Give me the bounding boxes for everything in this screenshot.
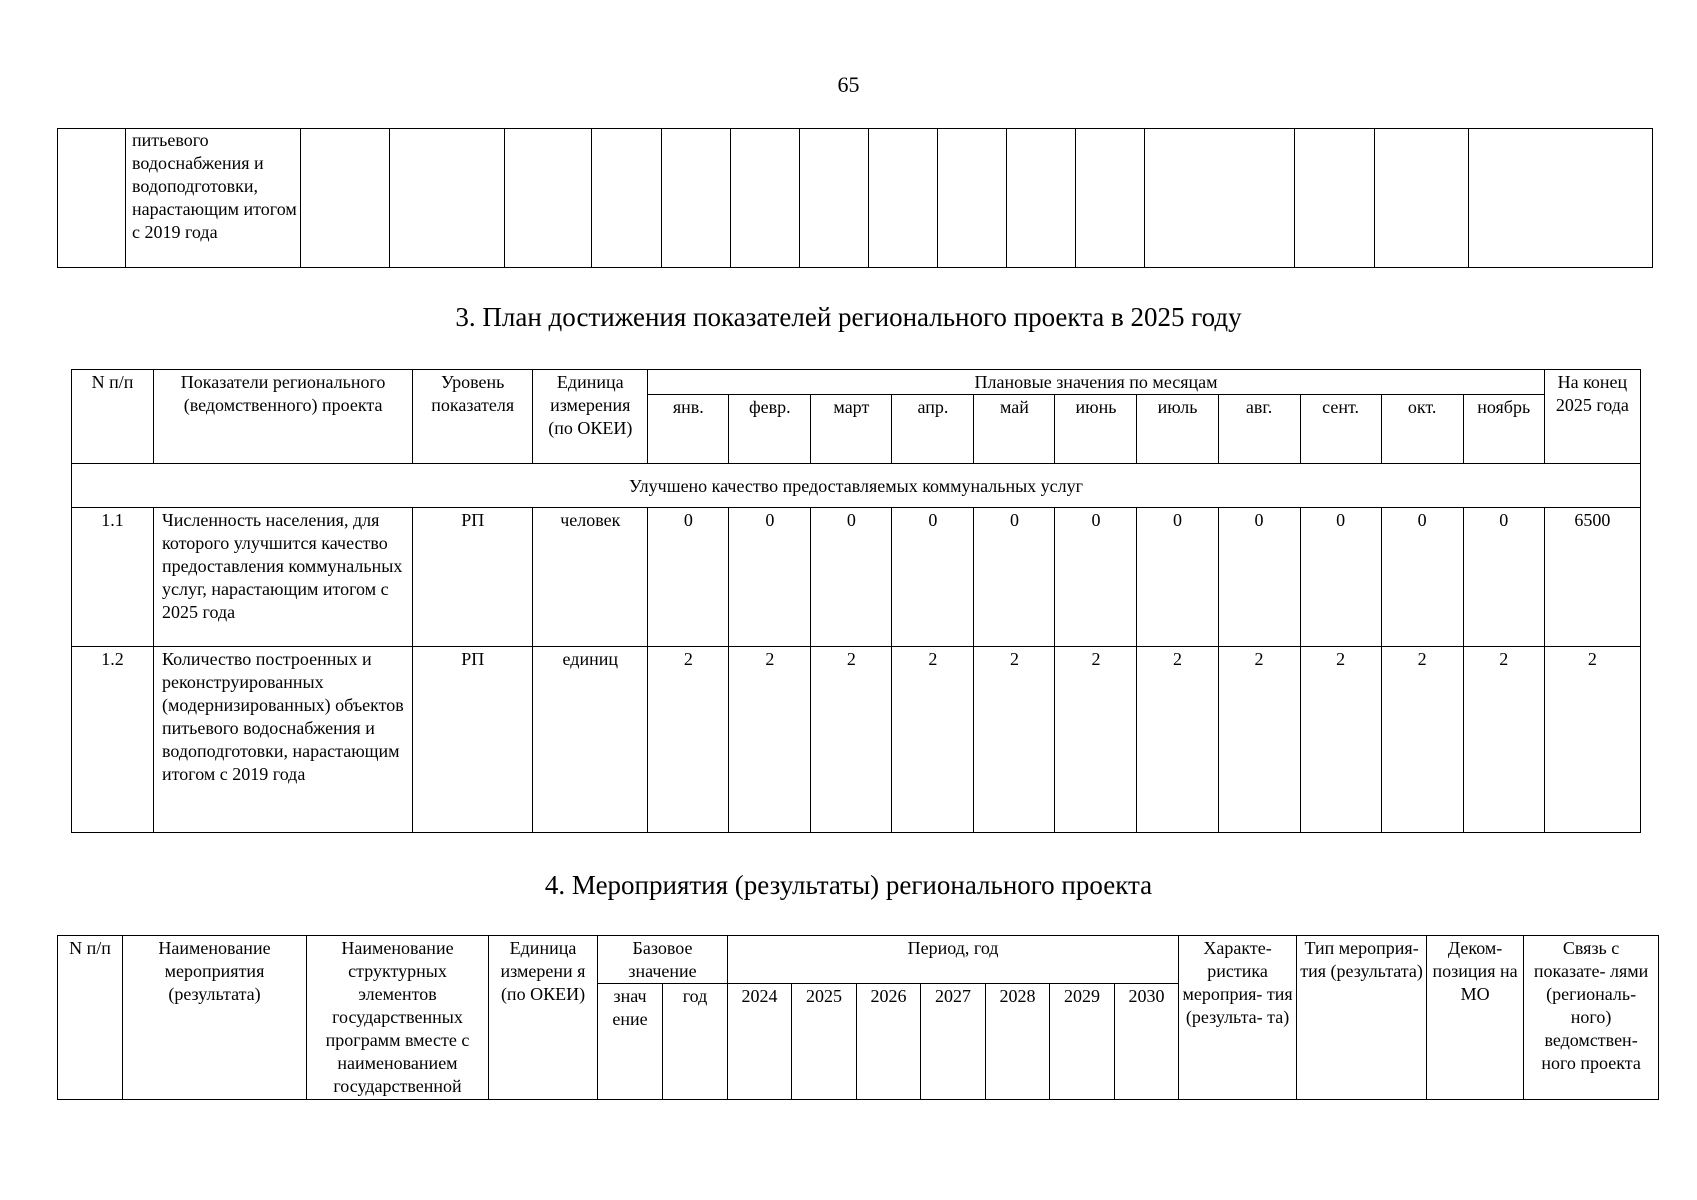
month-value: 2	[648, 647, 729, 833]
table-cell	[938, 129, 1007, 268]
month-value: 0	[729, 508, 811, 647]
header-unit: Единица измерения (по ОКЕИ)	[533, 370, 648, 464]
month-value: 2	[729, 647, 811, 833]
year-header: 2025	[792, 984, 857, 1100]
month-value: 0	[1055, 508, 1137, 647]
table-cell	[301, 129, 390, 268]
table-cell	[662, 129, 731, 268]
table-cell	[592, 129, 662, 268]
row-unit: единиц	[533, 647, 648, 833]
row-num: 1.2	[72, 647, 154, 833]
table-cell	[1007, 129, 1076, 268]
header-link: Связь с показате- лями (региональ- ного) ведомствен- ного проекта	[1524, 936, 1659, 1100]
header-base: Базовое значение	[598, 936, 728, 984]
month-header: янв.	[648, 395, 729, 464]
header-planned: Плановые значения по месяцам	[648, 370, 1544, 395]
table-cell	[1145, 129, 1295, 268]
continuation-table	[57, 128, 1653, 268]
month-header: авг.	[1218, 395, 1300, 464]
month-header: март	[811, 395, 892, 464]
month-value: 2	[974, 647, 1055, 833]
page-number: 65	[837, 72, 860, 97]
header-end: На конец 2025 года	[1544, 370, 1640, 464]
header-characteristic: Характе- ристика мероприя- тия (результа- та)	[1179, 936, 1297, 1100]
month-value: 0	[1300, 508, 1381, 647]
group-title: Улучшено качество предоставляемых коммунальных услуг	[72, 464, 1641, 508]
measures-table	[57, 935, 1659, 1100]
month-header: ноябрь	[1463, 395, 1544, 464]
table-cell	[869, 129, 938, 268]
table-header-row	[58, 936, 1659, 984]
table-row	[58, 129, 1653, 268]
month-value: 2	[1137, 647, 1218, 833]
header-base-value: знач ение	[598, 984, 663, 1100]
month-value: 2	[1055, 647, 1137, 833]
table-cell	[1469, 129, 1653, 268]
group-row	[72, 464, 1641, 508]
month-value: 2	[1381, 647, 1463, 833]
month-value: 0	[1381, 508, 1463, 647]
header-period: Период, год	[728, 936, 1179, 984]
header-level: Уровень показателя	[413, 370, 533, 464]
table-cell	[731, 129, 800, 268]
month-value: 0	[1463, 508, 1544, 647]
table-row	[72, 508, 1641, 647]
month-value: 2	[892, 647, 974, 833]
month-header: апр.	[892, 395, 974, 464]
year-header: 2030	[1115, 984, 1179, 1100]
month-value: 2	[811, 647, 892, 833]
year-header: 2026	[857, 984, 921, 1100]
header-num: N п/п	[58, 936, 123, 1100]
header-structural: Наименование структурных элементов государственных программ вместе с наименованием государственной	[307, 936, 489, 1100]
header-unit: Единица измерени я (по ОКЕИ)	[489, 936, 598, 1100]
month-header: сент.	[1300, 395, 1381, 464]
table-row	[72, 647, 1641, 833]
row-name: Численность населения, для которого улучшится качество предоставления коммунальных услуг, нарастающим итогом с 2025 года	[154, 508, 413, 647]
end-value: 2	[1544, 647, 1640, 833]
month-value: 0	[648, 508, 729, 647]
row-level: РП	[413, 508, 533, 647]
row-name: Количество построенных и реконструированных (модернизированных) объектов питьевого водоснабжения и водоподготовки, нарастающим итогом с 2019 года	[154, 647, 413, 833]
year-header: 2028	[986, 984, 1050, 1100]
table-cell	[1375, 129, 1469, 268]
month-header: май	[974, 395, 1055, 464]
table-cell	[1076, 129, 1145, 268]
header-decomposition: Деком- позиция на МО	[1427, 936, 1524, 1100]
plan-table	[71, 369, 1641, 833]
month-header: июнь	[1055, 395, 1137, 464]
month-value: 2	[1218, 647, 1300, 833]
month-value: 2	[1300, 647, 1381, 833]
month-value: 0	[811, 508, 892, 647]
month-header: июль	[1137, 395, 1218, 464]
month-value: 0	[1218, 508, 1300, 647]
month-value: 0	[1137, 508, 1218, 647]
table-header-row	[72, 370, 1641, 395]
month-value: 0	[974, 508, 1055, 647]
table-cell	[58, 129, 126, 268]
year-header: 2029	[1050, 984, 1115, 1100]
year-header: 2027	[921, 984, 986, 1100]
table-cell	[390, 129, 505, 268]
row-unit: человек	[533, 508, 648, 647]
row-level: РП	[413, 647, 533, 833]
row-num: 1.1	[72, 508, 154, 647]
end-value: 6500	[1544, 508, 1640, 647]
month-header: февр.	[729, 395, 811, 464]
month-value: 0	[892, 508, 974, 647]
table-cell	[505, 129, 592, 268]
indicator-continuation: питьевого водоснабжения и водоподготовки, нарастающим итогом с 2019 года	[126, 129, 301, 268]
header-name: Наименование мероприятия (результата)	[123, 936, 307, 1100]
month-value: 2	[1463, 647, 1544, 833]
section3-title: 3. План достижения показателей регионального проекта в 2025 году	[455, 302, 1242, 332]
header-base-year: год	[663, 984, 728, 1100]
header-indicator: Показатели регионального (ведомственного) проекта	[154, 370, 413, 464]
year-header: 2024	[728, 984, 792, 1100]
header-type: Тип мероприя- тия (результата)	[1297, 936, 1427, 1100]
month-header: окт.	[1381, 395, 1463, 464]
table-cell	[1295, 129, 1375, 268]
section4-title: 4. Мероприятия (результаты) регионального проекта	[544, 870, 1153, 900]
header-num: N п/п	[72, 370, 154, 464]
table-cell	[800, 129, 869, 268]
